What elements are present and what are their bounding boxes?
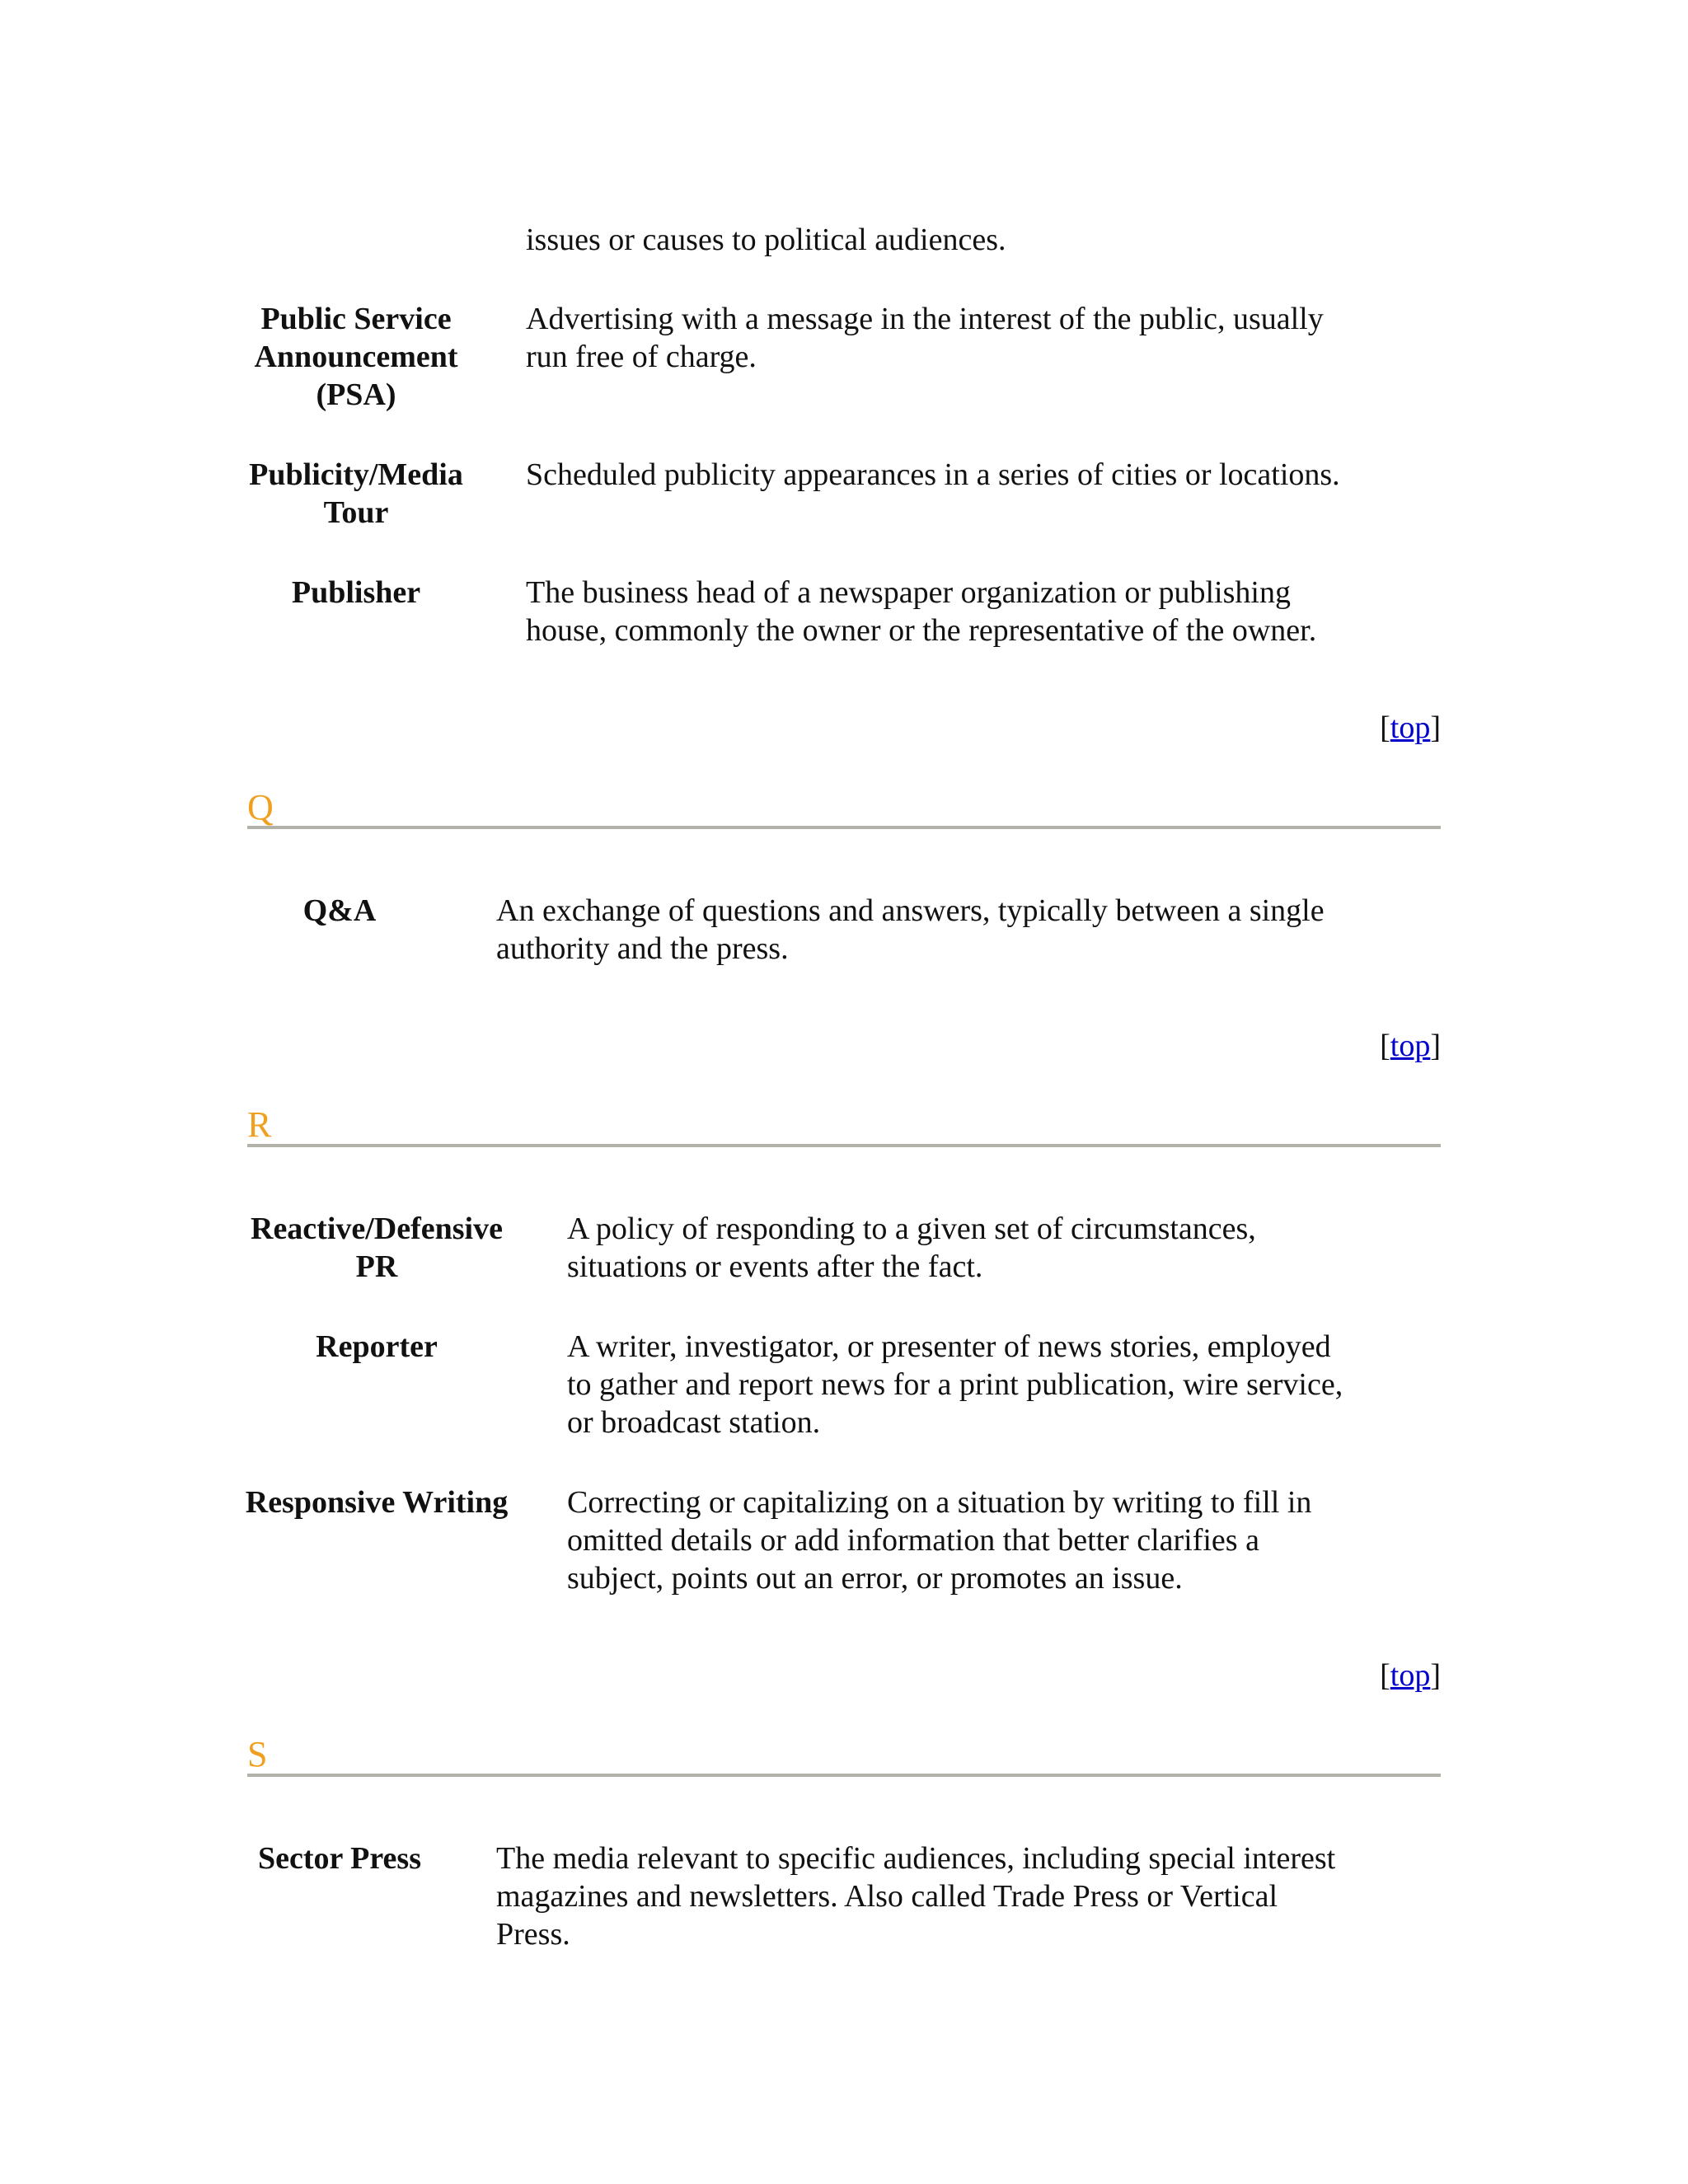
bracket-close: ] bbox=[1430, 1029, 1441, 1063]
top-link[interactable]: top bbox=[1390, 1029, 1431, 1063]
back-to-top-link-q bbox=[1193, 1027, 1441, 1065]
section-heading-s: S bbox=[247, 1734, 268, 1774]
term-reactive-defensive-pr: Reactive/Defensive PR bbox=[251, 1212, 503, 1284]
definition-sector-press: The media relevant to specific audiences, including special interest magazines and newsletters. Also called Trade Press or Vertical Press. bbox=[496, 1841, 1336, 1952]
section-heading-q: Q bbox=[247, 787, 274, 827]
definition-reactive-defensive-pr: A policy of responding to a given set of circumstances, situations or events after the fact. bbox=[567, 1212, 1256, 1284]
term-publisher: Publisher bbox=[291, 575, 421, 610]
back-to-top-link-p bbox=[1193, 709, 1441, 747]
section-divider-q bbox=[247, 826, 1441, 829]
bracket-open: [ bbox=[1380, 1029, 1390, 1063]
definition-publisher: The business head of a newspaper organization or publishing house, commonly the owner or the representative of the owner. bbox=[526, 575, 1317, 648]
back-to-top-link-r bbox=[1193, 1657, 1441, 1694]
definition-continuation: issues or causes to political audiences. bbox=[526, 223, 1006, 257]
definition-publicity-media-tour: Scheduled publicity appearances in a series of cities or locations. bbox=[526, 457, 1340, 492]
top-link[interactable]: top bbox=[1390, 710, 1431, 745]
top-link[interactable]: top bbox=[1390, 1658, 1431, 1693]
definition-q-and-a: An exchange of questions and answers, typically between a single authority and the press. bbox=[496, 893, 1325, 966]
bracket-open: [ bbox=[1380, 1658, 1390, 1693]
definition-public-service-announcement: Advertising with a message in the interest of the public, usually run free of charge. bbox=[526, 302, 1324, 374]
definition-responsive-writing: Correcting or capitalizing on a situation by writing to fill in omitted details or add information that better clarifies a subject, points out an error, or promotes an issue. bbox=[567, 1485, 1312, 1596]
term-q-and-a: Q&A bbox=[302, 893, 377, 928]
term-public-service-announcement: Public Service Announcement (PSA) bbox=[254, 302, 458, 412]
section-heading-r: R bbox=[247, 1104, 272, 1145]
bracket-close: ] bbox=[1430, 1658, 1441, 1693]
bracket-open: [ bbox=[1380, 710, 1390, 745]
definition-reporter: A writer, investigator, or presenter of news stories, employed to gather and report news for a print publication, wire service, or broadcast station. bbox=[567, 1329, 1343, 1440]
bracket-close: ] bbox=[1430, 710, 1441, 745]
term-sector-press: Sector Press bbox=[257, 1841, 422, 1876]
term-reporter: Reporter bbox=[316, 1329, 438, 1364]
term-publicity-media-tour: Publicity/Media Tour bbox=[249, 457, 463, 530]
section-divider-s bbox=[247, 1774, 1441, 1777]
term-responsive-writing: Responsive Writing bbox=[245, 1485, 509, 1520]
section-divider-r bbox=[247, 1144, 1441, 1147]
